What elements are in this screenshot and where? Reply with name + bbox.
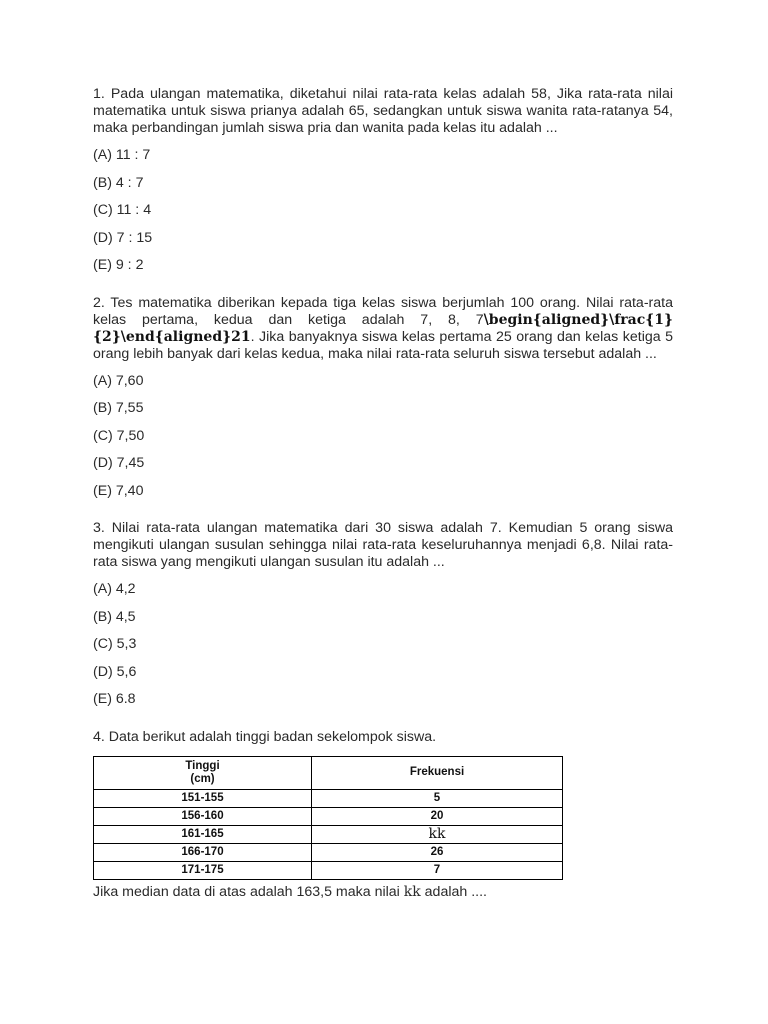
option-d: (D) 7,45: [93, 455, 145, 471]
option-e: (E) 6.8: [93, 691, 136, 707]
table-header-row: [94, 756, 563, 789]
tinggi-cell: 151-155: [94, 789, 312, 807]
table-row: [94, 825, 563, 843]
option-b: (B) 4 : 7: [93, 174, 144, 191]
tinggi-cell: 171-175: [94, 861, 312, 879]
option-a: (A) 11 : 7: [93, 147, 151, 163]
option-c: (C) 11 : 4: [93, 202, 152, 218]
question-1: [93, 86, 673, 285]
question-1-options: [93, 147, 673, 285]
height-frequency-table: [93, 756, 563, 880]
header-cm-label: (cm): [190, 772, 215, 785]
question-4-footer: [93, 884, 673, 901]
table-row: [94, 789, 563, 807]
question-2-options: [93, 373, 673, 511]
frekuensi-cell: 20: [312, 807, 563, 825]
option-c: (C) 7,50: [93, 427, 145, 444]
header-tinggi-label: Tinggi: [185, 759, 220, 772]
footer-text-start: Jika median data di atas adalah 163,5 maka nilai: [93, 883, 404, 900]
frekuensi-cell: 26: [312, 843, 563, 861]
question-3-options: [93, 581, 673, 719]
frekuensi-cell: kk: [312, 825, 563, 843]
question-2-text-start: 2. Tes matematika diberikan kepada tiga kelas siswa berjumlah 100 orang. Nilai rata-rata kelas pertama, kedua dan ketiga adalah 7, 8, 7: [93, 294, 673, 328]
footer-text-end: adalah ....: [420, 883, 487, 900]
option-e: (E) 7,40: [93, 482, 144, 499]
question-3: [93, 520, 673, 719]
header-frekuensi: Frekuensi: [312, 756, 563, 789]
question-4-text: 4. Data berikut adalah tinggi badan sekelompok siswa.: [93, 728, 437, 745]
question-1-text: 1. Pada ulangan matematika, diketahui nilai rata-rata kelas adalah 58, Jika rata-rata nilai matematika untuk siswa prianya adalah 65, sedangkan untuk siswa wanita rata-ratanya 54, maka perbandingan jumlah siswa pria dan wanita pada kelas itu adalah ...: [93, 86, 673, 136]
option-e: (E) 9 : 2: [93, 257, 144, 273]
frekuensi-cell: 5: [312, 789, 563, 807]
latex-fragment: \begin{aligned}\frac{1}{2}\end{aligned}21: [93, 311, 673, 345]
option-a: (A) 4,2: [93, 581, 136, 597]
question-2-text: [93, 295, 673, 363]
header-tinggi: [94, 756, 312, 789]
document-page: [93, 86, 673, 915]
frekuensi-cell: 7: [312, 861, 563, 879]
table-row: [94, 861, 563, 879]
table-row: [94, 807, 563, 825]
tinggi-cell: 166-170: [94, 843, 312, 861]
option-d: (D) 7 : 15: [93, 229, 153, 246]
option-d: (D) 5,6: [93, 663, 137, 680]
option-b: (B) 7,55: [93, 400, 144, 416]
option-c: (C) 5,3: [93, 636, 137, 652]
question-2-text-end: . Jika banyaknya siswa kelas pertama 25 orang dan kelas ketiga 5 orang lebih banyak dari kelas kedua, maka nilai rata-rata seluruh siswa tersebut adalah ...: [93, 328, 673, 362]
table-row: [94, 843, 563, 861]
option-b: (B) 4,5: [93, 608, 136, 625]
tinggi-cell: 156-160: [94, 807, 312, 825]
footer-variable: kk: [403, 883, 421, 900]
question-3-text: 3. Nilai rata-rata ulangan matematika dari 30 siswa adalah 7. Kemudian 5 orang siswa mengikuti ulangan susulan sehingga nilai rata-rata keseluruhannya menjadi 6,8. Nilai rata-rata siswa yang mengikuti ulangan susulan itu adalah ...: [93, 520, 673, 570]
tinggi-cell: 161-165: [94, 825, 312, 843]
question-2: [93, 295, 673, 511]
question-4: [93, 729, 673, 901]
option-a: (A) 7,60: [93, 372, 144, 389]
